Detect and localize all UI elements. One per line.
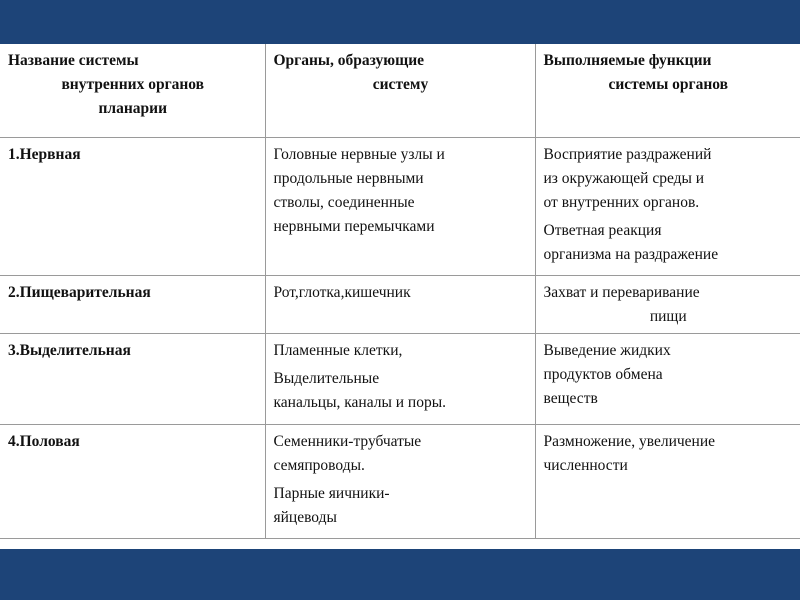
header-functions [535,44,800,138]
table-row [0,138,800,276]
planaria-organ-systems-table [0,44,800,539]
cell-line: организма на раздражение [543,246,719,263]
cell-line: от внутренних органов. [543,194,700,211]
functions-cell [535,138,800,276]
cell-line: пищи [649,308,687,325]
cell-line: Восприятие раздражений [543,146,712,163]
table-row [0,276,800,334]
cell-line: стволы, соединенные [273,194,415,211]
header-line: Выполняемые функции [543,52,712,69]
cell-line: Размножение, увеличение [543,433,716,450]
cell-line: Семенники-трубчатые [273,433,422,450]
table-row [0,425,800,539]
cell-line: Головные нервные узлы и [273,146,445,163]
table-row [0,334,800,425]
header-line: Название системы [8,52,139,69]
functions-cell [535,276,800,334]
cell-line: веществ [543,390,598,407]
cell-line: Выделительные [273,370,380,387]
organs-cell: Рот,глотка,кишечник [265,276,535,334]
header-organs [265,44,535,138]
organs-cell [265,334,535,425]
cell-line: нервными перемычками [273,218,435,235]
system-name-cell: 4.Половая [0,425,265,539]
cell-line: Ответная реакция [543,222,662,239]
cell-line: канальцы, каналы и поры. [273,394,447,411]
system-name-cell: 3.Выделительная [0,334,265,425]
cell-line: Парные яичники- [273,485,390,502]
header-line: Органы, образующие [273,52,425,69]
cell-line: Захват и переваривание [543,284,700,301]
header-system-name [0,44,265,138]
cell-line: семяпроводы. [273,457,365,474]
cell-line: продольные нервными [273,170,424,187]
cell-line: продуктов обмена [543,366,663,383]
header-line: планарии [98,100,168,117]
cell-line: из окружающей среды и [543,170,705,187]
cell-line: Выведение жидких [543,342,671,359]
system-name-cell: 1.Нервная [0,138,265,276]
system-name-cell: 2.Пищеварительная [0,276,265,334]
cell-line: Пламенные клетки, [273,342,403,359]
header-line: внутренних органов [61,76,205,93]
organs-cell [265,425,535,539]
cell-line: яйцеводы [273,509,337,526]
slide-top-band [0,0,800,44]
header-line: системы органов [608,76,729,93]
functions-cell [535,334,800,425]
table-container [0,44,800,549]
table-header-row [0,44,800,138]
functions-cell [535,425,800,539]
organs-cell [265,138,535,276]
slide-bottom-band [0,549,800,600]
cell-line: численности [543,457,628,474]
header-line: систему [372,76,429,93]
